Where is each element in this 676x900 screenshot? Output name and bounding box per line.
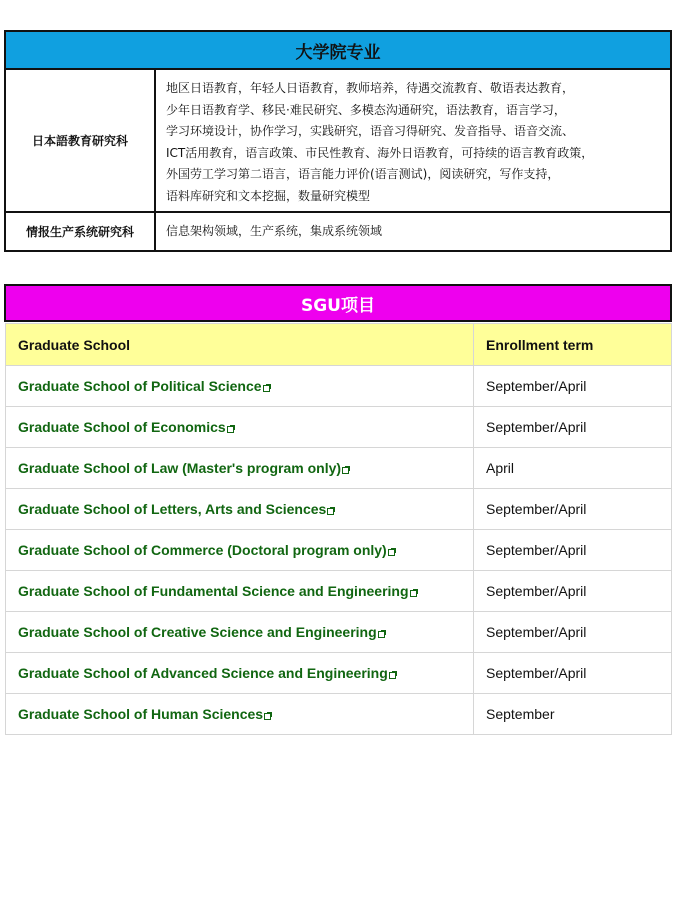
external-link-icon[interactable] [389, 672, 396, 679]
external-link-icon[interactable] [264, 713, 271, 720]
school-name[interactable]: Graduate School of Human Sciences [18, 706, 264, 722]
fields-line: 地区日语教育，年轻人日语教育，教师培养，待遇交流教育、敬语表达教育， [166, 81, 575, 95]
table-row [6, 366, 672, 407]
column-header-school: Graduate School [6, 324, 474, 366]
school-link-commerce[interactable] [18, 542, 395, 558]
school-name[interactable]: Graduate School of Letters, Arts and Sciences [18, 501, 327, 517]
school-link-law[interactable] [18, 460, 349, 476]
external-link-icon[interactable] [227, 426, 234, 433]
department-fields [156, 70, 670, 211]
table-row [6, 489, 672, 530]
school-link-economics[interactable] [18, 419, 234, 435]
table-row [6, 530, 672, 571]
sgu-table [5, 323, 672, 735]
school-name[interactable]: Graduate School of Advanced Science and Engineering [18, 665, 388, 681]
enrollment-term: April [474, 448, 672, 489]
fields-line: 信息架构领域，生产系统，集成系统领域 [166, 223, 383, 238]
column-header-term: Enrollment term [474, 324, 672, 366]
enrollment-term: September/April [474, 366, 672, 407]
table-row [6, 694, 672, 735]
school-link-advanced-science[interactable] [18, 665, 396, 681]
enrollment-term: September/April [474, 612, 672, 653]
school-name[interactable]: Graduate School of Economics [18, 419, 226, 435]
table-row [6, 448, 672, 489]
school-name[interactable]: Graduate School of Commerce (Doctoral program only) [18, 542, 387, 558]
school-link-fundamental-science[interactable] [18, 583, 417, 599]
table-row [6, 407, 672, 448]
fields-line: ICT活用教育，语言政策、市民性教育、海外日语教育，可持续的语言教育政策， [166, 145, 594, 160]
external-link-icon[interactable] [378, 631, 385, 638]
external-link-icon[interactable] [327, 508, 334, 515]
enrollment-term: September/April [474, 407, 672, 448]
grad-majors-row [6, 70, 670, 211]
grad-majors-row [6, 211, 670, 250]
department-fields [156, 213, 670, 250]
external-link-icon[interactable] [342, 467, 349, 474]
school-name[interactable]: Graduate School of Creative Science and Engineering [18, 624, 377, 640]
sgu-column-header-row [6, 324, 672, 366]
fields-line: 学习环境设计，协作学习，实践研究，语音习得研究、发音指导、语音交流、 [166, 124, 575, 138]
enrollment-term: September/April [474, 571, 672, 612]
table-row [6, 571, 672, 612]
fields-line: 外国劳工学习第二语言，语言能力评价(语言测试)，阅读研究，写作支持， [166, 167, 560, 181]
table-row [6, 653, 672, 694]
enrollment-term: September [474, 694, 672, 735]
school-link-letters-arts-sciences[interactable] [18, 501, 334, 517]
enrollment-term: September/April [474, 653, 672, 694]
external-link-icon[interactable] [410, 590, 417, 597]
external-link-icon[interactable] [388, 549, 395, 556]
school-name[interactable]: Graduate School of Law (Master's program only) [18, 460, 342, 476]
school-name[interactable]: Graduate School of Political Science [18, 378, 262, 394]
fields-line: 少年日语教育学、移民·难民研究、多模态沟通研究，语法教育，语言学习， [166, 102, 566, 117]
school-link-human-sciences[interactable] [18, 706, 271, 722]
school-name[interactable]: Graduate School of Fundamental Science and Engineering [18, 583, 409, 599]
grad-majors-title: 大学院专业 [6, 32, 670, 70]
enrollment-term: September/April [474, 489, 672, 530]
school-link-creative-science[interactable] [18, 624, 385, 640]
grad-majors-table [4, 30, 672, 252]
enrollment-term: September/April [474, 530, 672, 571]
school-link-political-science[interactable] [18, 378, 270, 394]
department-label: 日本語教育研究科 [6, 70, 156, 211]
table-row [6, 612, 672, 653]
department-label: 情报生产系统研究科 [6, 213, 156, 250]
fields-line: 语料库研究和文本挖掘，数量研究模型 [166, 188, 371, 203]
external-link-icon[interactable] [263, 385, 270, 392]
sgu-title: SGU项目 [4, 284, 672, 322]
